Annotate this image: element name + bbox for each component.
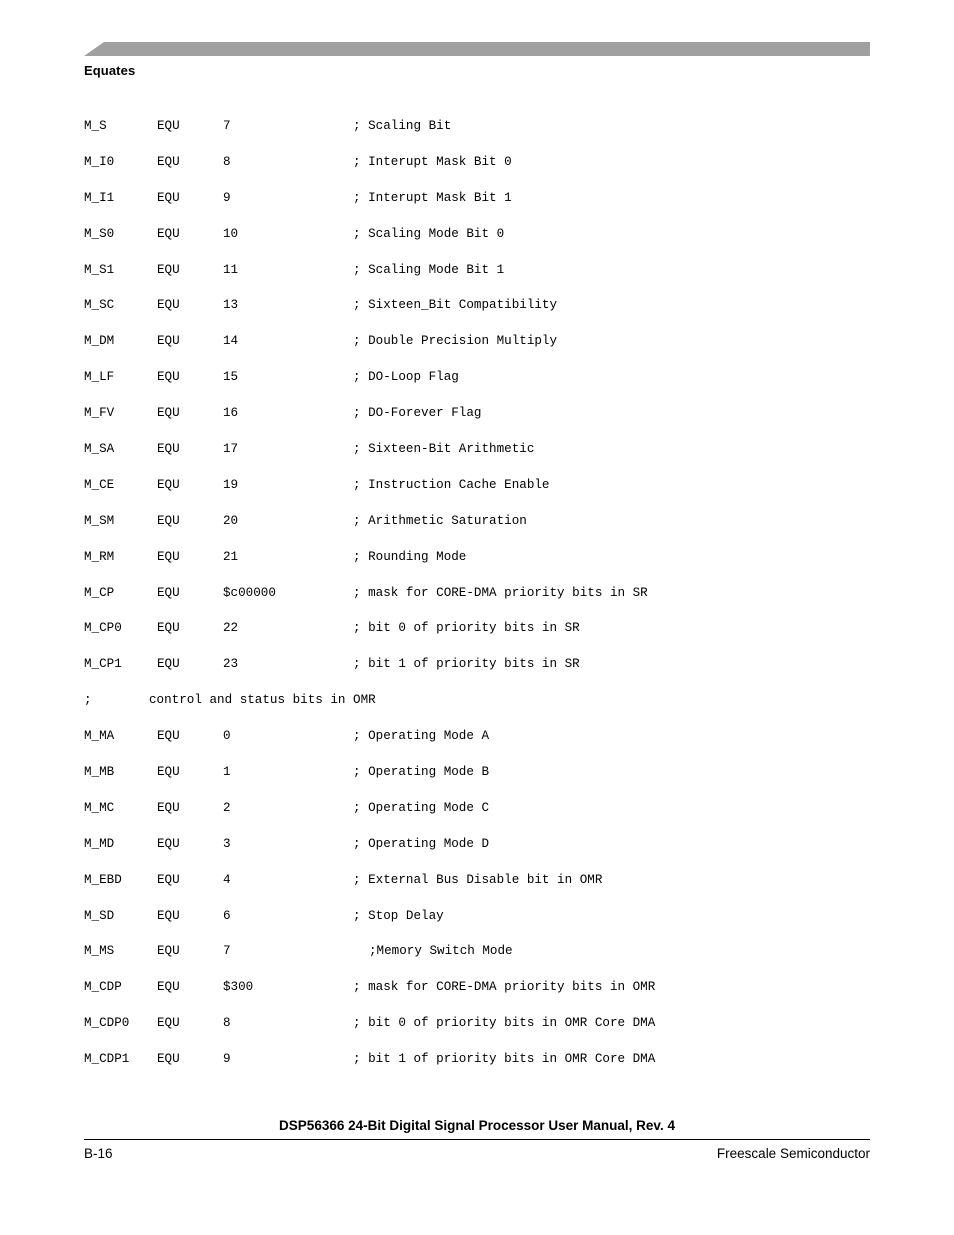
equate-value: 7 bbox=[223, 944, 231, 959]
equate-name: M_CP1 bbox=[84, 657, 122, 672]
equate-line bbox=[84, 226, 870, 262]
equate-name: M_LF bbox=[84, 370, 115, 385]
equate-value: 8 bbox=[223, 1016, 231, 1031]
equate-line bbox=[84, 441, 870, 477]
equate-comment: ; Scaling Bit bbox=[353, 119, 452, 133]
equate-comment: ; Interupt Mask Bit 0 bbox=[353, 154, 512, 169]
equate-value: 6 bbox=[223, 908, 231, 923]
equate-line bbox=[84, 943, 870, 979]
equate-value: 16 bbox=[223, 406, 239, 421]
equate-name: M_S0 bbox=[84, 226, 115, 241]
equate-directive: EQU bbox=[157, 585, 180, 600]
equate-line bbox=[84, 1015, 870, 1051]
equate-directive: EQU bbox=[157, 442, 180, 457]
company-name: Freescale Semiconductor bbox=[716, 1146, 870, 1161]
equate-directive: EQU bbox=[157, 765, 180, 780]
equate-directive: EQU bbox=[157, 226, 180, 241]
page-number: B-16 bbox=[84, 1146, 113, 1161]
equate-comment: ; DO-Forever Flag bbox=[353, 406, 482, 421]
equate-line bbox=[84, 872, 870, 908]
equate-value: 21 bbox=[223, 549, 239, 564]
equate-directive: EQU bbox=[157, 334, 180, 349]
equate-value: 10 bbox=[223, 226, 239, 241]
equate-name: M_S1 bbox=[84, 262, 115, 277]
equate-directive: EQU bbox=[157, 1052, 180, 1067]
equate-comment: ; Operating Mode A bbox=[353, 729, 490, 744]
equate-line bbox=[84, 764, 870, 800]
equate-value: 11 bbox=[223, 262, 239, 277]
equate-comment: ; Stop Delay bbox=[353, 908, 444, 923]
equate-name: M_CE bbox=[84, 477, 115, 492]
equate-name: M_CDP bbox=[84, 980, 122, 995]
equate-line bbox=[84, 585, 870, 621]
equate-comment: ; External Bus Disable bit in OMR bbox=[353, 872, 603, 887]
equate-line bbox=[84, 333, 870, 369]
equate-name: M_MA bbox=[84, 729, 115, 744]
equate-name: M_S bbox=[84, 119, 107, 133]
equate-comment: ; Sixteen_Bit Compatibility bbox=[353, 298, 558, 313]
equate-comment: ; bit 1 of priority bits in OMR Core DMA bbox=[353, 1052, 656, 1067]
equate-directive: EQU bbox=[157, 549, 180, 564]
section-title: Equates bbox=[84, 63, 136, 78]
equate-line bbox=[84, 190, 870, 226]
equate-line bbox=[84, 836, 870, 872]
equate-directive: EQU bbox=[157, 657, 180, 672]
header-bar bbox=[84, 42, 870, 56]
equate-directive: EQU bbox=[157, 298, 180, 313]
equate-comment: ; mask for CORE-DMA priority bits in OMR bbox=[353, 980, 656, 995]
equate-name: M_I1 bbox=[84, 190, 115, 205]
equate-comment: ; DO-Loop Flag bbox=[353, 370, 459, 385]
equate-value: 0 bbox=[223, 729, 231, 744]
equate-value: 9 bbox=[223, 1052, 231, 1067]
equate-name: M_FV bbox=[84, 406, 115, 421]
equate-value: 20 bbox=[223, 513, 239, 528]
equate-directive: EQU bbox=[157, 836, 180, 851]
equate-comment: ; bit 0 of priority bits in OMR Core DMA bbox=[353, 1016, 656, 1031]
equate-name: M_CP0 bbox=[84, 621, 122, 636]
equate-value: 9 bbox=[223, 190, 231, 205]
equate-value: 4 bbox=[223, 872, 231, 887]
equate-directive: EQU bbox=[157, 370, 180, 385]
equate-directive: EQU bbox=[157, 190, 180, 205]
footer-divider bbox=[84, 1139, 870, 1140]
equate-name: M_CDP1 bbox=[84, 1052, 130, 1067]
equate-directive: EQU bbox=[157, 1016, 180, 1031]
section-comment-text: control and status bits in OMR bbox=[149, 693, 376, 708]
equate-directive: EQU bbox=[157, 154, 180, 169]
equate-comment: ; Scaling Mode Bit 1 bbox=[353, 262, 505, 277]
equate-name: M_I0 bbox=[84, 154, 115, 169]
equate-line bbox=[84, 297, 870, 333]
equate-value: 3 bbox=[223, 836, 231, 851]
equate-value: 13 bbox=[223, 298, 239, 313]
equate-value: 8 bbox=[223, 154, 231, 169]
equate-comment: ; Arithmetic Saturation bbox=[353, 513, 527, 528]
equate-comment: ; Scaling Mode Bit 0 bbox=[353, 226, 505, 241]
equate-name: M_EBD bbox=[84, 872, 122, 887]
equate-name: M_CDP0 bbox=[84, 1016, 130, 1031]
equate-line bbox=[84, 118, 870, 154]
equate-directive: EQU bbox=[157, 944, 180, 959]
equate-comment: ; mask for CORE-DMA priority bits in SR bbox=[353, 585, 648, 600]
equate-name: M_DM bbox=[84, 334, 115, 349]
equate-line bbox=[84, 1051, 870, 1087]
equate-value: $c00000 bbox=[223, 585, 276, 600]
equate-line bbox=[84, 728, 870, 764]
equate-comment: ; Operating Mode B bbox=[353, 765, 490, 780]
equate-directive: EQU bbox=[157, 513, 180, 528]
equate-line bbox=[84, 549, 870, 585]
equate-value: 23 bbox=[223, 657, 239, 672]
section-comment-line bbox=[84, 692, 870, 728]
equate-directive: EQU bbox=[157, 872, 180, 887]
comment-marker: ; bbox=[84, 693, 92, 708]
equate-directive: EQU bbox=[157, 908, 180, 923]
equate-name: M_MB bbox=[84, 765, 115, 780]
equate-directive: EQU bbox=[157, 800, 180, 815]
equate-line bbox=[84, 656, 870, 692]
equate-comment: ;Memory Switch Mode bbox=[369, 944, 513, 959]
equate-line bbox=[84, 369, 870, 405]
equate-directive: EQU bbox=[157, 729, 180, 744]
equate-line bbox=[84, 979, 870, 1015]
equate-value: 2 bbox=[223, 800, 231, 815]
equate-value: 7 bbox=[223, 119, 231, 133]
equate-value: 1 bbox=[223, 765, 231, 780]
equate-line bbox=[84, 262, 870, 298]
equate-directive: EQU bbox=[157, 621, 180, 636]
equate-comment: ; Double Precision Multiply bbox=[353, 334, 558, 349]
header-bar-shape bbox=[84, 42, 870, 56]
equate-comment: ; Sixteen-Bit Arithmetic bbox=[353, 442, 535, 457]
equate-name: M_MC bbox=[84, 800, 115, 815]
equate-directive: EQU bbox=[157, 119, 180, 133]
equate-comment: ; bit 0 of priority bits in SR bbox=[353, 621, 580, 636]
code-listing bbox=[84, 118, 870, 1087]
equate-line bbox=[84, 513, 870, 549]
equate-name: M_SC bbox=[84, 298, 115, 313]
equate-directive: EQU bbox=[157, 406, 180, 421]
equate-line bbox=[84, 800, 870, 836]
equate-name: M_CP bbox=[84, 585, 115, 600]
equate-value: 14 bbox=[223, 334, 239, 349]
equate-value: 17 bbox=[223, 442, 239, 457]
equate-comment: ; Operating Mode D bbox=[353, 836, 490, 851]
equate-comment: ; bit 1 of priority bits in SR bbox=[353, 657, 580, 672]
equate-name: M_SA bbox=[84, 442, 115, 457]
equate-line bbox=[84, 908, 870, 944]
equate-comment: ; Instruction Cache Enable bbox=[353, 477, 550, 492]
equate-name: M_RM bbox=[84, 549, 115, 564]
equate-name: M_MS bbox=[84, 944, 115, 959]
equate-value: 15 bbox=[223, 370, 239, 385]
equate-value: 19 bbox=[223, 477, 239, 492]
equate-line bbox=[84, 154, 870, 190]
equate-directive: EQU bbox=[157, 262, 180, 277]
equate-line bbox=[84, 405, 870, 441]
equate-comment: ; Operating Mode C bbox=[353, 800, 490, 815]
equate-line bbox=[84, 620, 870, 656]
equate-directive: EQU bbox=[157, 980, 180, 995]
equate-directive: EQU bbox=[157, 477, 180, 492]
equate-name: M_SD bbox=[84, 908, 115, 923]
equate-name: M_SM bbox=[84, 513, 115, 528]
equate-value: $300 bbox=[223, 980, 254, 995]
equate-value: 22 bbox=[223, 621, 239, 636]
equate-line bbox=[84, 477, 870, 513]
equate-comment: ; Rounding Mode bbox=[353, 549, 467, 564]
equate-name: M_MD bbox=[84, 836, 115, 851]
footer-document-title: DSP56366 24-Bit Digital Signal Processor User Manual, Rev. 4 bbox=[279, 1118, 675, 1133]
equate-comment: ; Interupt Mask Bit 1 bbox=[353, 190, 512, 205]
